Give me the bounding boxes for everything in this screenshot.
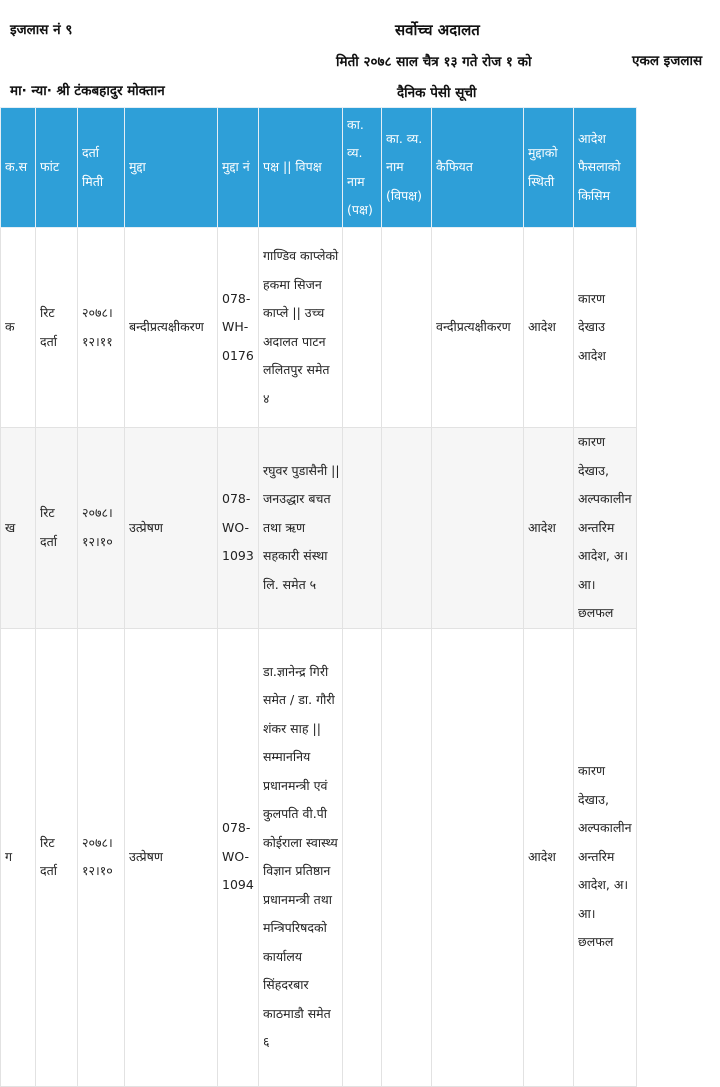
cell-serial: क xyxy=(1,228,36,428)
cell-section: रिट दर्ता xyxy=(36,428,78,629)
cell-order-type: कारण देखाउ आदेश xyxy=(574,228,637,428)
cell-case-no: 078-WO-1093 xyxy=(218,428,259,629)
cell-lawyer-plaintiff xyxy=(343,228,382,428)
cell-lawyer-defendant xyxy=(382,228,432,428)
col-header-parties: पक्ष || विपक्ष xyxy=(259,108,343,228)
cell-section: रिट दर्ता xyxy=(36,228,78,428)
cell-case-status: आदेश xyxy=(524,228,574,428)
cell-case-type: बन्दीप्रत्यक्षीकरण xyxy=(125,228,218,428)
col-header-serial: क.स xyxy=(1,108,36,228)
cell-case-no: 078-WH-0176 xyxy=(218,228,259,428)
cell-serial: ग xyxy=(1,628,36,1086)
cell-remarks xyxy=(432,628,524,1086)
cell-section: रिट दर्ता xyxy=(36,628,78,1086)
cell-case-type: उत्प्रेषण xyxy=(125,628,218,1086)
cell-parties: डा.ज्ञानेन्द्र गिरी समेत / डा. गौरी शंकर साह || सम्माननिय प्रधानमन्त्री एवं कुलपति वी.पी कोईराला स्वास्थ्य विज्ञान प्रतिष्ठान प्रधानमन्त्री तथा मन्त्रिपरिषदको कार्यालय सिंहदरबार काठमाडौ समेत ६ xyxy=(259,628,343,1086)
col-header-case-no: मुद्दा नं xyxy=(218,108,259,228)
col-header-case-type: मुद्दा xyxy=(125,108,218,228)
cell-reg-date: २०७८।१२।१० xyxy=(78,628,125,1086)
col-header-remarks: कैफियत xyxy=(432,108,524,228)
cell-reg-date: २०७८।१२।११ xyxy=(78,228,125,428)
cell-lawyer-defendant xyxy=(382,628,432,1086)
cell-reg-date: २०७८।१२।१० xyxy=(78,428,125,629)
cell-order-type: कारण देखाउ, अल्पकालीन अन्तरिम आदेश, अ।आ। छलफल xyxy=(574,628,637,1086)
cell-serial: ख xyxy=(1,428,36,629)
col-header-case-status: मुद्दाको स्थिती xyxy=(524,108,574,228)
cell-lawyer-plaintiff xyxy=(343,628,382,1086)
cell-case-type: उत्प्रेषण xyxy=(125,428,218,629)
table-row xyxy=(1,228,637,428)
table-row xyxy=(1,428,637,629)
cell-case-status: आदेश xyxy=(524,428,574,629)
bench-number: इजलास नं ९ xyxy=(10,22,73,38)
col-header-lawyer-defendant: का. व्य. नाम (विपक्ष) xyxy=(382,108,432,228)
cell-case-no: 078-WO-1094 xyxy=(218,628,259,1086)
bench-type: एकल इजलास xyxy=(632,53,703,69)
cell-lawyer-defendant xyxy=(382,428,432,629)
cell-remarks xyxy=(432,428,524,629)
cell-parties: रघुवर पुडासैनी || जनउद्धार बचत तथा ऋण सहकारी संस्था लि. समेत ५ xyxy=(259,428,343,629)
judge-name: मा· न्या· श्री टंकबहादुर मोक्तान xyxy=(10,83,165,99)
cause-list-table xyxy=(0,107,637,1087)
cell-order-type: कारण देखाउ, अल्पकालीन अन्तरिम आदेश, अ।आ। छलफल xyxy=(574,428,637,629)
col-header-lawyer-plaintiff: का. व्य. नाम (पक्ष) xyxy=(343,108,382,228)
table-row xyxy=(1,628,637,1086)
col-header-order-type: आदेश फैसलाको किसिम xyxy=(574,108,637,228)
col-header-section: फांट xyxy=(36,108,78,228)
cell-parties: गाण्डिव काप्लेको हकमा सिजन काप्ले || उच्च अदालत पाटन ललितपुर समेत ४ xyxy=(259,228,343,428)
hearing-date: मिती २०७८ साल चैत्र १३ गते रोज १ को xyxy=(336,54,532,70)
table-header-row xyxy=(1,108,637,228)
cell-case-status: आदेश xyxy=(524,628,574,1086)
court-title: सर्वोच्च अदालत xyxy=(395,21,480,39)
cell-lawyer-plaintiff xyxy=(343,428,382,629)
cause-list-title: दैनिक पेसी सूची xyxy=(397,85,477,101)
col-header-reg-date: दर्ता मिती xyxy=(78,108,125,228)
cell-remarks: वन्दीप्रत्यक्षीकरण xyxy=(432,228,524,428)
